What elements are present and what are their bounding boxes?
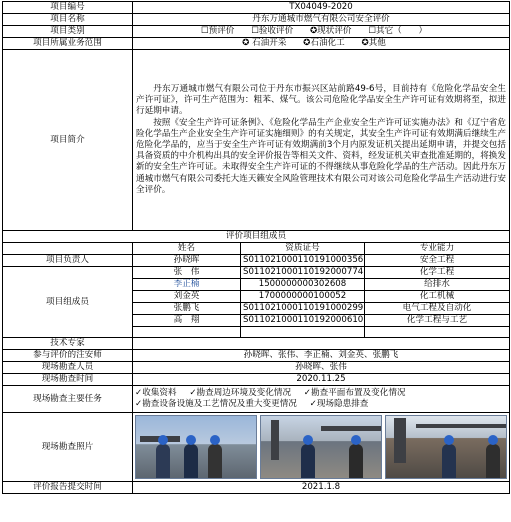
worker-figure [156,444,170,478]
member-skill: 给排水 [365,279,510,291]
type-option-pre[interactable]: ☐预评价 [200,26,235,36]
participants-value: 孙晓晖、张伟、李正楠、刘金英、张鹏飞 [133,350,510,362]
inspect-time-row [3,374,510,386]
industry-row [3,38,510,50]
project-name-value: 丹东万通城市燃气有限公司安全评价 [133,14,510,26]
tasks-line-2 [135,399,507,410]
worker-figure [442,444,456,478]
project-name-label: 项目名称 [3,14,133,26]
leader-row [3,255,510,267]
member-cert: S011021000110192000774 [241,267,365,279]
member-name: 刘金英 [133,291,241,303]
worker-figure [184,444,198,478]
intro-paragraph-1: 丹东万通城市燃气有限公司位于丹东市振兴区站前路49-6号，目前持有《危险化学品安全生产许可证》，许可生产范围为：粗苯、煤气。该公司危险化学品安全生产许可证有效期将至，拟进行延期申请。 [136,83,507,117]
task-item: ✓收集资料 [135,388,177,398]
col-cert-header: 资质证号 [241,243,365,255]
submit-time-row [3,482,510,494]
tasks-row [3,386,510,413]
member-name: 张 伟 [133,267,241,279]
industry-option-oil-extraction[interactable]: ✪ 石油开采 [242,38,287,48]
project-no-label: 项目编号 [3,2,133,14]
member-cert: S011021000110191000299 [241,303,365,315]
worker-figure [208,444,222,478]
project-type-row [3,26,510,38]
leader-label: 项目负责人 [3,255,133,267]
team-header-row [3,243,510,255]
inspectors-value: 孙晓晖、张伟 [133,362,510,374]
member-cert: 1700000000100052 [241,291,365,303]
member-cert [241,327,365,338]
inspectors-row [3,362,510,374]
intro-label: 项目简介 [3,50,133,231]
member-name: 高 翔 [133,315,241,327]
evaluation-form [2,1,510,494]
leader-cert: S011021000110191000356 [241,255,365,267]
member-name: 李正楠 [133,279,241,291]
tasks-label: 现场勘查主要任务 [3,386,133,413]
industry-option-other[interactable]: ✪其他 [361,38,386,48]
tasks-line-1 [135,388,507,399]
member-skill: 化学工程与工艺 [365,315,510,327]
member-label: 项目组成员 [3,267,133,338]
worker-figure [349,444,363,478]
photos-cell [133,413,510,482]
member-cert: 1500000000302608 [241,279,365,291]
tech-expert-value [133,338,510,350]
photos-row [3,413,510,482]
member-name: 张鹏飞 [133,303,241,315]
submit-time-label: 评价报告提交时间 [3,482,133,494]
project-name-row [3,14,510,26]
site-photo-1 [135,415,257,479]
photo-strip [135,413,507,481]
site-photo-3 [385,415,507,479]
project-no-row [3,2,510,14]
site-photo-2 [260,415,382,479]
leader-name: 孙晓晖 [133,255,241,267]
submit-time-value: 2021.1.8 [133,482,510,494]
type-option-current[interactable]: ✪现状评价 [309,26,352,36]
participants-label: 参与评价的注安师 [3,350,133,362]
inspectors-label: 现场勘查人员 [3,362,133,374]
leader-skill: 安全工程 [365,255,510,267]
team-section-title: 评价项目组成员 [3,231,510,243]
industry-label: 项目所属业务范围 [3,38,133,50]
type-option-acceptance[interactable]: ☐验收评价 [251,26,294,36]
photos-label: 现场勘查照片 [3,413,133,482]
intro-row [3,50,510,231]
project-type-options [133,26,510,38]
inspect-time-label: 现场勘查时间 [3,374,133,386]
task-item: ✓勘查设备设施及工艺情况及重大变更情况 [135,399,297,409]
member-name [133,327,241,338]
task-item: ✓现场隐患排查 [309,399,369,409]
intro-text [133,50,510,231]
member-row [3,267,510,279]
project-no-value: TX04049-2020 [133,2,510,14]
worker-figure [301,444,315,478]
member-skill: 电气工程及自动化 [365,303,510,315]
member-skill: 化工机械 [365,291,510,303]
project-type-label: 项目类别 [3,26,133,38]
type-option-other-close: ） [418,26,428,36]
inspect-time-value: 2020.11.25 [133,374,510,386]
type-option-other[interactable]: ☐其它（ [368,26,402,36]
tasks-value [133,386,510,413]
tech-expert-label: 技术专家 [3,338,133,350]
task-item: ✓勘查平面布置及变化情况 [303,388,406,398]
col-name-header: 姓名 [133,243,241,255]
tech-expert-row [3,338,510,350]
task-item: ✓勘查周边环境及变化情况 [189,388,292,398]
member-skill: 化学工程 [365,267,510,279]
member-skill [365,327,510,338]
member-cert: S011021000110192000610 [241,315,365,327]
team-title-row [3,231,510,243]
industry-options [133,38,510,50]
participants-row [3,350,510,362]
worker-figure [486,444,500,478]
col-skill-header: 专业能力 [365,243,510,255]
intro-paragraph-2: 按照《安全生产许可证条例》、《危险化学品生产企业安全生产许可证实施办法》和《辽宁省危险化学品生产企业安全生产许可证实施细则》的有关规定，其安全生产许可证有效期满后继续生产危险化学品的，应当于安全生产许可证有效期满前3个月内原发证机关提出延期申请，并提交包括具备资质的中介机构出具的安全评价报告等相关文件、资料，经发证机关审查批准延期的，将换发新的安全生产许可证。未取得安全生产许可证的不得继续从事危险化学品的生产活动。因此丹东万通城市燃气有限公司委托大连天籁安全风险管理技术有限公司对该公司危险化学品生产活动进行安全评价。 [136,117,507,195]
industry-option-petrochemical[interactable]: ✪石油化工 [303,38,345,48]
